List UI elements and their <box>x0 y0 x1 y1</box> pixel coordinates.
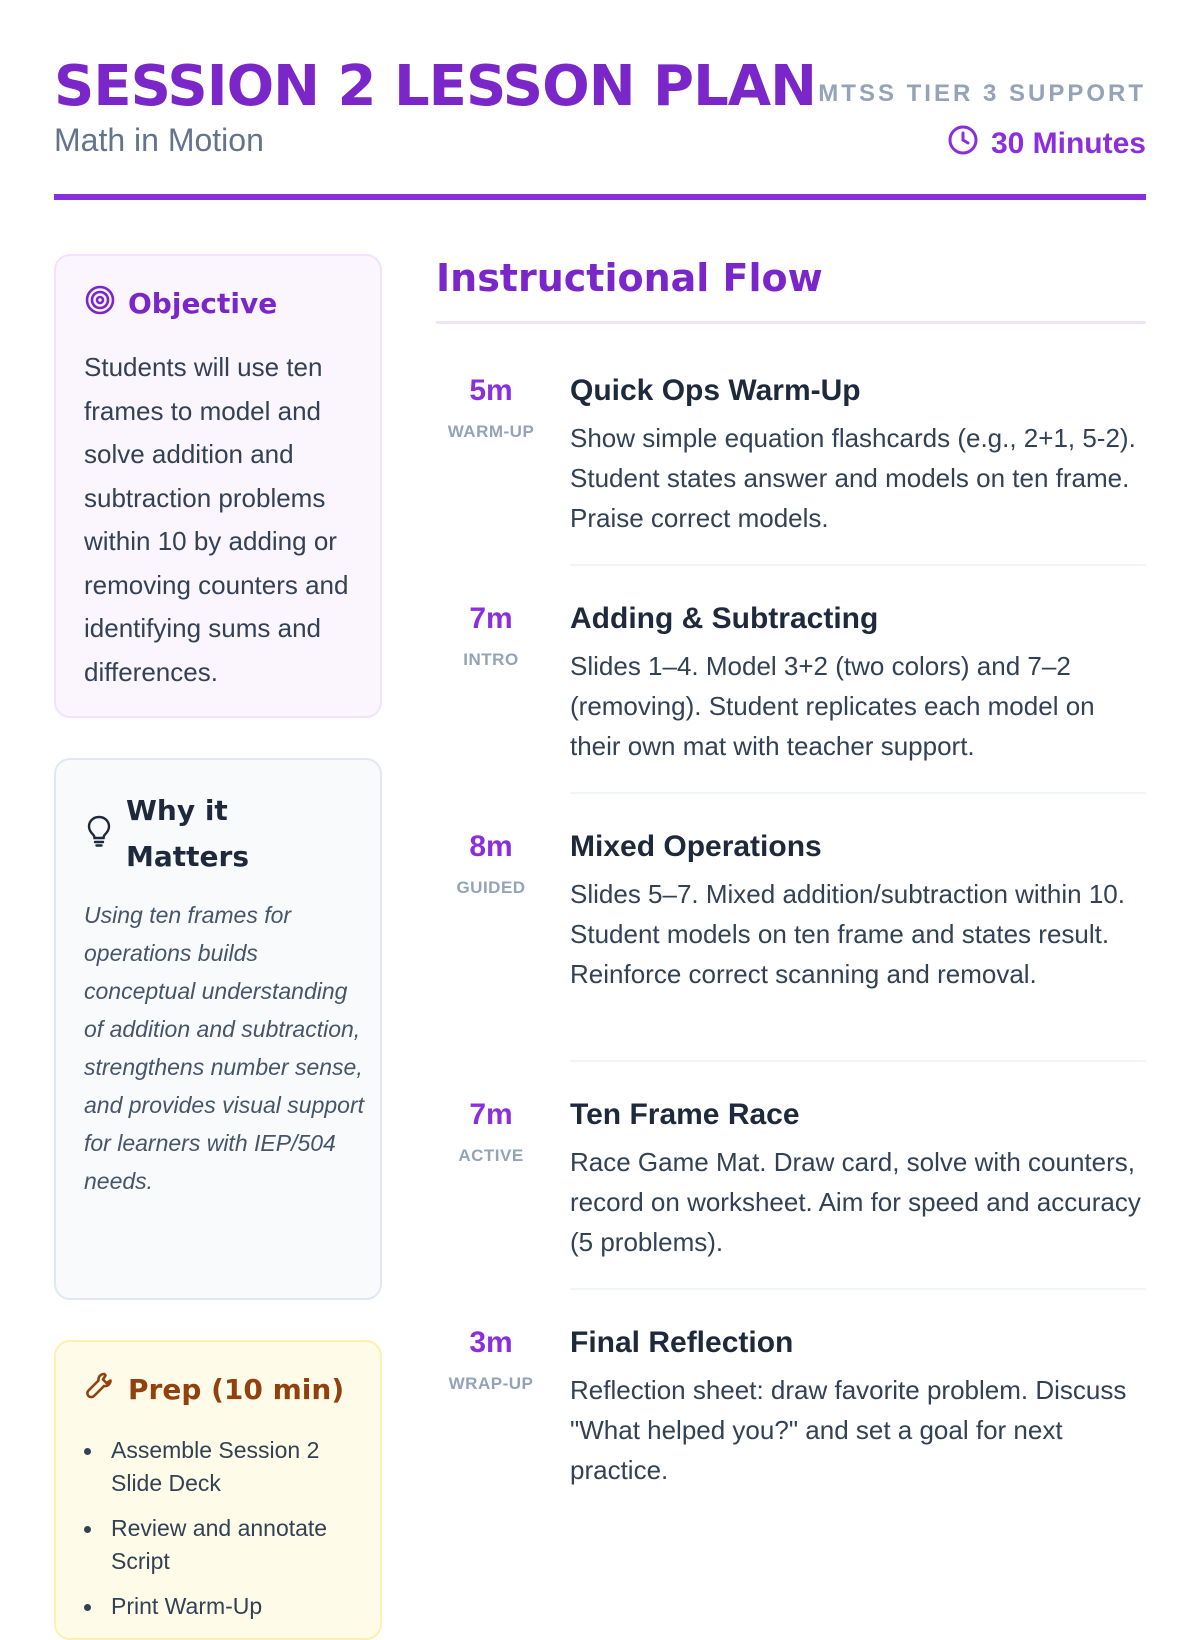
step-phase: INTRO <box>463 650 519 669</box>
step-phase: WRAP-UP <box>448 1374 534 1393</box>
step-body <box>570 1324 1146 1490</box>
page-title: SESSION 2 LESSON PLAN <box>54 54 816 119</box>
step-title: Final Reflection <box>570 1326 794 1359</box>
step-description: Race Game Mat. Draw card, solve with counters, record on worksheet. Aim for speed and accuracy (5 problems). <box>570 1147 1141 1257</box>
step-phase: GUIDED <box>456 878 526 897</box>
objective-heading-label: Objective <box>128 287 278 320</box>
step-time <box>436 1324 546 1394</box>
objective-heading <box>84 284 277 323</box>
header-meta <box>818 80 1146 164</box>
step-time <box>436 1096 546 1166</box>
step-title: Adding & Subtracting <box>570 602 879 635</box>
step-divider <box>570 1288 1146 1290</box>
list-item: Review and annotate Script <box>84 1512 364 1578</box>
page-header <box>54 54 1146 200</box>
step-title: Ten Frame Race <box>570 1098 800 1131</box>
why-heading-label: Why it Matters <box>126 794 249 873</box>
prep-heading-label: Prep (10 min) <box>128 1373 345 1406</box>
step-minutes: 5m <box>469 374 513 407</box>
why-card <box>54 758 382 1300</box>
duration-label: 30 Minutes <box>990 127 1146 160</box>
prep-list <box>84 1434 364 1635</box>
step-minutes: 3m <box>469 1326 513 1359</box>
objective-card <box>54 254 382 718</box>
step-body <box>570 372 1146 538</box>
step-phase: ACTIVE <box>458 1146 524 1165</box>
list-item: Print Warm-Up <box>84 1590 364 1623</box>
flow-heading: Instructional Flow <box>436 254 1146 324</box>
step-time <box>436 828 546 898</box>
prep-heading <box>84 1370 344 1409</box>
step-description: Show simple equation flashcards (e.g., 2+1, 5-2). Student states answer and models on ten frame. Praise correct models. <box>570 423 1136 533</box>
target-icon <box>84 284 116 323</box>
duration-badge <box>818 124 1146 164</box>
lightbulb-icon <box>84 814 114 855</box>
step-body <box>570 1096 1146 1262</box>
step-description: Slides 5–7. Mixed addition/subtraction within 10. Student models on ten frame and states result. Reinforce correct scanning and removal. <box>570 879 1125 989</box>
tier-label: MTSS TIER 3 SUPPORT <box>818 80 1146 107</box>
step-body <box>570 600 1146 766</box>
step-description: Slides 1–4. Model 3+2 (two colors) and 7–2 (removing). Student replicates each model on their own mat with teacher support. <box>570 651 1095 761</box>
step-divider <box>570 792 1146 794</box>
step-time <box>436 600 546 670</box>
step-title: Quick Ops Warm-Up <box>570 374 861 407</box>
page-subtitle: Math in Motion <box>54 122 264 158</box>
why-heading <box>84 788 296 880</box>
step-description: Reflection sheet: draw favorite problem. Discuss "What helped you?" and set a goal for next practice. <box>570 1375 1127 1485</box>
step-time <box>436 372 546 442</box>
step-minutes: 7m <box>469 602 513 635</box>
step-minutes: 8m <box>469 830 513 863</box>
clock-icon <box>947 124 979 164</box>
prep-card <box>54 1340 382 1640</box>
list-item: Assemble Session 2 Slide Deck <box>84 1434 364 1500</box>
step-divider <box>570 1060 1146 1062</box>
step-title: Mixed Operations <box>570 830 822 863</box>
step-minutes: 7m <box>469 1098 513 1131</box>
step-body <box>570 828 1146 994</box>
wrench-icon <box>84 1370 116 1409</box>
why-text: Using ten frames for operations builds conceptual understanding of addition and subtraction, strengthens number sense, and provides visual support for learners with IEP/504 needs. <box>84 902 364 1194</box>
step-phase: WARM-UP <box>447 422 535 441</box>
objective-text: Students will use ten frames to model and solve addition and subtraction problems within 10 by adding or removing counters and identifying sums and differences. <box>84 352 349 687</box>
step-divider <box>570 564 1146 566</box>
